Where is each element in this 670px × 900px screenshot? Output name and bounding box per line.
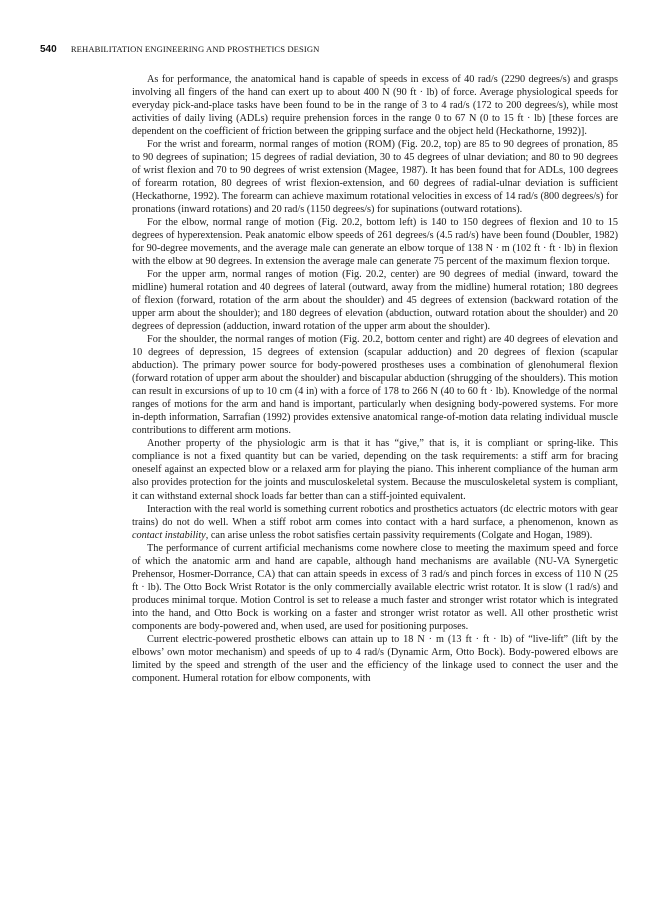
paragraph-compliance: Another property of the physiologic arm is that it has “give,” that is, it is compliant or spring-like. This compliance is not a fixed quantity but can be varied, depending on the task requirements: a stiff arm for bracing oneself against an expected blow or a relaxed arm for playing the piano. This inherent compliance of the human arm also provides protection for the joints and musculoskeletal system. Because the musculoskeletal system is compliant, it can withstand external shock loads far better than can a stiff-jointed equivalent. [132, 438, 618, 502]
paragraph-wrist-forearm: For the wrist and forearm, normal ranges of motion (ROM) (Fig. 20.2, top) are 85 to 90 degrees of pronation, 85 to 90 degrees of supination; 15 degrees of radial deviation, 30 to 45 degrees of ulnar deviation; and 80 to 90 degrees of wrist flexion and 70 to 90 degrees of wrist extension (Magee, 1987). It has been found that for ADLs, 100 degrees of forearm rotation, 80 degrees of wrist flexion-extension, and 60 degrees of radial-ulnar deviation is sufficient (Heckathorne, 1992). The forearm can achieve maximum rotational velocities in excess of 14 rad/s (800 degrees/s) for pronations (inward rotations) and 20 rad/s (1150 degrees/s) for supinations (outward rotations). [132, 139, 618, 216]
contact-instability-term: contact instability [132, 529, 206, 541]
page-number: 540 [40, 44, 57, 55]
paragraph-elbow-prosthetics: Current electric-powered prosthetic elbows can attain up to 18 N · m (13 ft · ft · lb) of “live-lift” (lift by the elbows’ own motor mechanism) and speeds of up to 4 rad/s (Dynamic Arm, Otto Bock). Body-powered elbows are limited by the speed and strength of the user and the efficiency of the linkage used to connect the user and the component. Humeral rotation for elbow components, with [132, 633, 618, 684]
paragraph-interaction [132, 503, 618, 542]
interaction-text-before: Interaction with the real world is something current robotics and prosthetics actuators (dc electric motors with gear trains) do not do well. When a stiff robot arm comes into contact with a hard surface, a phenomenon, known as [132, 503, 618, 528]
running-title: REHABILITATION ENGINEERING AND PROSTHETICS DESIGN [70, 44, 320, 54]
paragraph-elbow: For the elbow, normal range of motion (Fig. 20.2, bottom left) is 140 to 150 degrees of flexion and 10 to 15 degrees of hyperextension. Peak anatomic elbow speeds of 261 degrees/s (4.5 rad/s) have been found (Doubler, 1982) for 90-degree movements, and the average male can generate an elbow torque of 138 N · m (102 ft · ft · lb) in flexion with the elbow at 90 degrees. In extension the average male can generate 75 percent of the maximum flexion torque. [132, 217, 618, 268]
paragraph-artificial-performance: The performance of current artificial mechanisms come nowhere close to meeting the maximum speed and force of which the anatomic arm and hand are capable, although hand mechanisms are available (NU-VA Synergetic Prehensor, Hosmer-Dorrance, CA) that can attain speeds in excess of 3 rad/s and pinch forces in excess of 110 N (25 ft · lb). The Otto Bock Wrist Rotator is the only commercially available electric wrist rotator. It is slow (1 rad/s) and produces minimal torque. Motion Control is set to release a much faster and stronger wrist rotator which is integrated into the hand, and Otto Bock is working on a faster and stronger wrist rotator as well. All other prosthetic wrist components are body-powered and, when used, are used for positioning purposes. [132, 542, 618, 632]
body-text [132, 73, 618, 685]
running-head [40, 44, 320, 55]
paragraph-shoulder: For the shoulder, the normal ranges of motion (Fig. 20.2, bottom center and right) are 40 degrees of elevation and 10 degrees of depression, 15 degrees of extension (scapular adduction) and 20 degrees of flexion (scapular abduction). The primary power source for body-powered prostheses uses a combination of glenohumeral flexion (forward rotation of upper arm about the shoulder) and biscapular abduction (shrugging of the shoulders). This motion can result in excursions of up to 10 cm (4 in) with a force of 178 to 266 N (40 to 60 ft · lb). Knowledge of the normal ranges of motions for the arm and hand is important, particularly when designing body-powered systems. For more in-depth information, Sarrafian (1992) provides extensive anatomical range-of-motion data relating individual muscle contributions to different arm motions. [132, 334, 618, 437]
interaction-text-after: , can arise unless the robot satisfies certain passivity requirements (Colgate and Hogan, 1989). [205, 529, 593, 541]
paragraph-upper-arm: For the upper arm, normal ranges of motion (Fig. 20.2, center) are 90 degrees of medial (inward, toward the midline) humeral rotation and 40 degrees of lateral (outward, away from the midline) humeral rotation; 180 degrees of flexion (forward, rotation of the arm about the shoulder) and 45 degrees of extension (backward rotation of the upper arm about the shoulder); and 180 degrees of elevation (abduction, outward rotation about the shoulder) and 20 degrees of depression (adduction, inward rotation of the upper arm about the shoulder). [132, 269, 618, 333]
paragraph-hand-performance: As for performance, the anatomical hand is capable of speeds in excess of 40 rad/s (2290 degrees/s) and grasps involving all fingers of the hand can exert up to about 400 N (90 ft · lb) of force. Average physiological speeds for everyday pick-and-place tasks have been found to be in the range of 3 to 4 rad/s (172 to 200 degrees/s), while most activities of daily living (ADLs) require prehension forces in the range 0 to 67 N (0 to 15 ft · lb) [these forces are dependent on the coefficient of friction between the gripping surface and the object held (Heckathorne, 1992)]. [132, 74, 618, 138]
